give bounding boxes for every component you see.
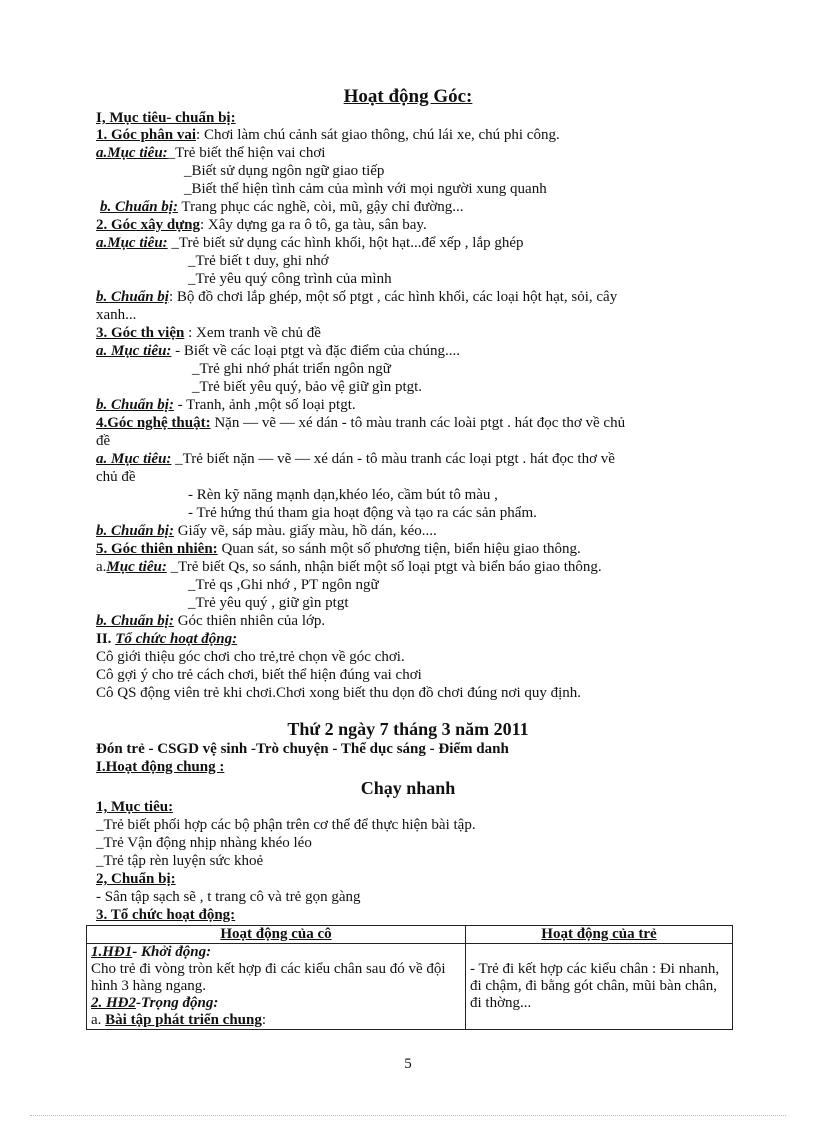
activity-table	[86, 925, 733, 1030]
lesson-goal: _Trẻ Vận động nhịp nhàng khéo léo	[96, 835, 312, 851]
goal-line: a. Mục tiêu: _Trẻ biết nặn — vẽ — xé dán - tô màu tranh các loại ptgt . hát đọc thơ về	[96, 451, 615, 467]
hd2-heading: 2. HĐ2-Trọng động:	[91, 995, 219, 1011]
table-row	[87, 944, 733, 1030]
lesson-goals-title: 1, Mục tiêu:	[96, 799, 174, 815]
goal-line: _Trẻ yêu quý công trình của mình	[188, 271, 392, 287]
prep-line: b. Chuẩn bị: Bộ đồ chơi lắp ghép, một số ptgt , các hình khối, các loại hột hạt, sỏi, cây	[96, 289, 618, 305]
goal-line: a.Mục tiêu: _Trẻ biết Qs, so sánh, nhận biết một số loại ptgt và biển báo giao thông.	[96, 559, 602, 575]
child-text: - Trẻ đi kết hợp các kiểu chân : Đi nhanh, đi chậm, đi bằng gót chân, mũi bàn chân, đi thờng...	[470, 961, 720, 1011]
teacher-column-header: Hoạt động của cô	[87, 926, 466, 944]
goal-line: _Biết sử dụng ngôn ngữ giao tiếp	[184, 163, 385, 179]
page-heading: Hoạt động Góc:	[343, 86, 473, 107]
lesson-org-title: 3. Tổ chức hoạt động:	[96, 907, 236, 923]
goal-line: _Trẻ biết yêu quý, bảo vệ giữ gìn ptgt.	[192, 379, 423, 395]
goc-phan-vai: 1. Góc phân vai: Chơi làm chú cảnh sát giao thông, chú lái xe, chú phi công.	[96, 127, 560, 143]
goal-line: a.Mục tiêu: _Trẻ biết sử dụng các hình khối, hột hạt...để xếp , lắp ghép	[96, 235, 524, 251]
goc-thu-vien: 3. Góc th viện : Xem tranh về chủ đề	[96, 325, 321, 341]
goc-thien-nhien: 5. Góc thiên nhiên: Quan sát, so sánh một số phương tiện, biển hiệu giao thông.	[96, 541, 581, 557]
lesson-prep-title: 2, Chuẩn bị:	[96, 871, 176, 887]
goal-line: _Biết thể hiện tình cảm của mình với mọi người xung quanh	[184, 181, 547, 197]
daily-routine: Đón trẻ - CSGD vệ sinh -Trò chuyện - Thể dục sáng - Điểm danh	[96, 741, 509, 757]
child-activity-cell	[466, 944, 733, 1030]
goal-line: a.Mục tiêu:_Trẻ biết thể hiện vai chơi	[96, 145, 326, 161]
section-2-title: II. Tổ chức hoạt động:	[96, 631, 238, 647]
teacher-activity-cell	[87, 944, 466, 1030]
goal-line: _Trẻ qs ,Ghi nhớ , PT ngôn ngữ	[188, 577, 379, 593]
section-1-title: I, Mục tiêu- chuẩn bị:	[96, 110, 236, 126]
hd2-sub: a. Bài tập phát triển chung:	[91, 1012, 267, 1028]
goal-line: - Rèn kỹ năng mạnh dạn,khéo léo, cầm bút tô màu ,	[188, 487, 498, 503]
child-column-header: Hoạt động của trẻ	[466, 926, 733, 944]
goc-nghe-thuat-cont: đề	[96, 433, 111, 449]
hd1-heading: 1.HĐ1- Khởi động:	[91, 944, 212, 960]
prep-line: b. Chuẩn bị: Góc thiên nhiên của lớp.	[96, 613, 326, 629]
date-heading: Thứ 2 ngày 7 tháng 3 năm 2011	[287, 719, 529, 739]
goal-line: _Trẻ ghi nhớ phát triển ngôn ngữ	[192, 361, 391, 377]
prep-line: b. Chuẩn bị: - Tranh, ảnh ,một số loại ptgt.	[96, 397, 356, 413]
goc-nghe-thuat: 4.Góc nghệ thuật: Nặn — vẽ — xé dán - tô màu tranh các loài ptgt . hát đọc thơ về chủ	[96, 415, 626, 431]
lesson-prep: - Sân tập sạch sẽ , t trang cô và trẻ gọn gàng	[96, 889, 361, 905]
lesson-goal: _Trẻ tập rèn luyện sức khoẻ	[96, 853, 264, 869]
section-2-line: Cô QS động viên trẻ khi chơi.Chơi xong biết thu dọn đồ chơi đúng nơi quy định.	[96, 685, 582, 701]
prep-line: xanh...	[96, 307, 137, 323]
goc-xay-dung: 2. Góc xây dựng: Xây dựng ga ra ô tô, ga tàu, sân bay.	[96, 217, 427, 233]
goal-line: _Trẻ biết t duy, ghi nhớ	[188, 253, 329, 269]
section-2-line: Cô giới thiệu góc chơi cho trẻ,trẻ chọn về góc chơi.	[96, 649, 405, 665]
page-number: 5	[404, 1056, 412, 1072]
goal-line: a. Mục tiêu: - Biết về các loại ptgt và đặc điểm của chúng....	[96, 343, 461, 359]
goal-line: _Trẻ yêu quý , giữ gìn ptgt	[188, 595, 349, 611]
footer-divider	[30, 1115, 786, 1116]
hd1-text: Cho trẻ đi vòng tròn kết hợp đi các kiểu chân sau đó về đội hình 3 hàng ngang.	[91, 961, 446, 994]
table-header-row	[87, 926, 733, 944]
general-activity-title: I.Hoạt động chung :	[96, 759, 225, 775]
prep-line: b. Chuẩn bị: Trang phục các nghề, còi, mũ, gậy chỉ đường...	[100, 199, 464, 215]
section-2-line: Cô gợi ý cho trẻ cách chơi, biết thể hiện đúng vai chơi	[96, 667, 422, 683]
goal-line: chủ đề	[96, 469, 136, 485]
lesson-goal: _Trẻ biết phối hợp các bộ phận trên cơ thể để thực hiện bài tập.	[96, 817, 476, 833]
goal-line: - Trẻ hứng thú tham gia hoạt động và tạo ra các sản phẩm.	[188, 505, 537, 521]
lesson-title: Chạy nhanh	[360, 778, 456, 798]
prep-line: b. Chuẩn bị: Giấy vẽ, sáp màu. giấy màu, hồ dán, kéo....	[96, 523, 437, 539]
